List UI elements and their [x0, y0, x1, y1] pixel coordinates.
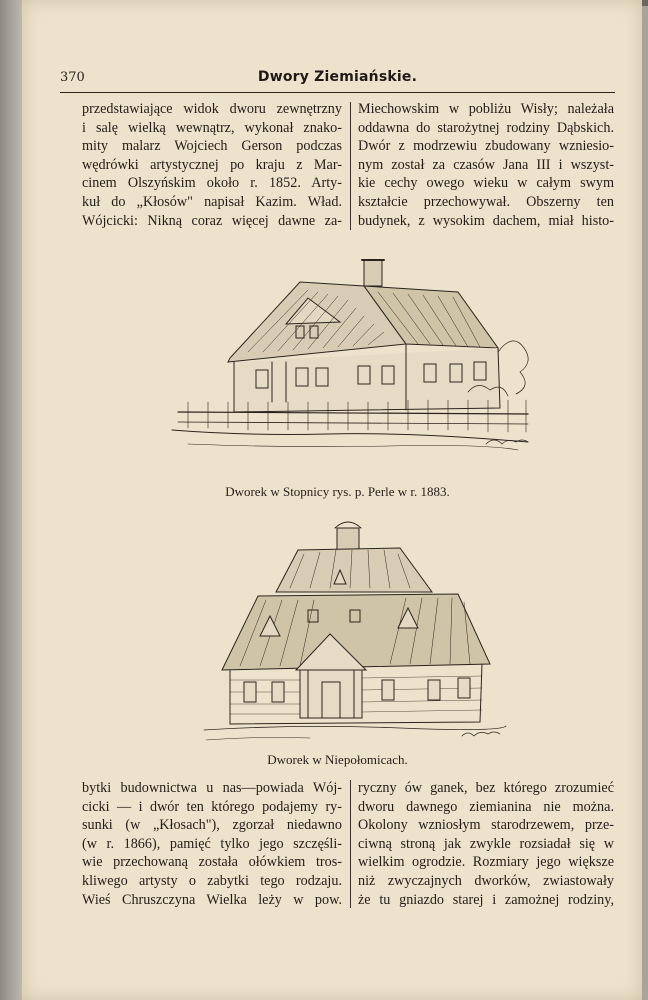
text-line: ryczny ów ganek, bez którego zrozumieć: [358, 780, 614, 796]
page-number: 370: [60, 70, 85, 85]
text-line: i salę wielką wewnątrz, wykonał znako-: [82, 119, 342, 136]
text-line: kliwego artysty o zabytki tego rodzaju.: [82, 872, 342, 889]
text-line: Okolony wzniosłym starodrzewem, prze-: [358, 817, 614, 834]
column-divider: [350, 780, 351, 908]
text-line: że tu gniazdo starej i zamożnej rodziny,: [358, 891, 614, 908]
page-header: [60, 70, 615, 93]
bottom-left-column: [82, 779, 342, 909]
text-line: ciwną stroną jak zwykle rozsiadał się w: [358, 835, 614, 852]
text-line: Miechowskim w pobliżu Wisły; należała: [358, 101, 614, 117]
text-line: cinem Olszyńskim około r. 1852. Arty-: [82, 175, 342, 192]
bottom-right-column: [358, 779, 614, 909]
text-line: kie cechy owego wieku w całym swym: [358, 175, 614, 192]
text-line: cicki — i dwór ten którego podajemy ry-: [82, 798, 342, 815]
text-line: budynek, z wysokim dachem, miał histo-: [358, 212, 614, 229]
scan-left-edge: [0, 0, 22, 1000]
figure-caption: Dworek w Stopnicy rys. p. Perle w r. 1883.: [225, 484, 450, 499]
text-line: oddawna do starożytnej rodziny Dąbskich.: [358, 119, 614, 136]
text-line: dworu dawnego ziemianina nie można.: [358, 798, 614, 815]
text-line: wie przechowaną została ołówkiem tros-: [82, 854, 342, 871]
text-line: (w r. 1866), pamięć tylko jego szczęśli-: [82, 835, 342, 852]
text-line: Dwór z modrzewiu zbudowany wzniesio-: [358, 138, 614, 155]
text-line: niż zwyczajnych dworków, zwiastowały: [358, 872, 614, 889]
text-line: wielkim ogrodzie. Rozmiary jego większe: [358, 854, 614, 871]
text-line: sunki (w „Kłosach"), zgorzał niedawno: [82, 817, 342, 834]
top-left-column: [82, 100, 342, 230]
running-title: Dwory Ziemiańskie.: [257, 69, 418, 85]
figure-caption: Dworek w Niepołomicach.: [267, 752, 408, 767]
column-divider: [350, 102, 351, 230]
text-line: wędrówki artystycznej po kraju z Mar-: [82, 156, 342, 173]
text-line: mity malarz Wojciech Gerson podczas: [82, 138, 342, 155]
text-line: kształcie przechowywał. Obszerny ten: [358, 193, 614, 210]
text-line: Wieś Chruszczyna Wielka leży w pow.: [82, 891, 342, 908]
text-line: przedstawiające widok dworu zewnętrzny: [82, 101, 342, 117]
text-line: kuł do „Kłosów" napisał Kazim. Wład.: [82, 193, 342, 210]
text-line: bytki budownictwa u nas—powiada Wój-: [82, 780, 342, 796]
text-line: nym został za czasów Jana III i wszyst-: [358, 156, 614, 173]
text-line: Wójcicki: Nikną coraz więcej dawne za-: [82, 212, 342, 229]
illustration-dworek-stopnica: [168, 252, 540, 472]
top-right-column: [358, 100, 614, 230]
illustration-dworek-niepolomice: [200, 518, 510, 748]
